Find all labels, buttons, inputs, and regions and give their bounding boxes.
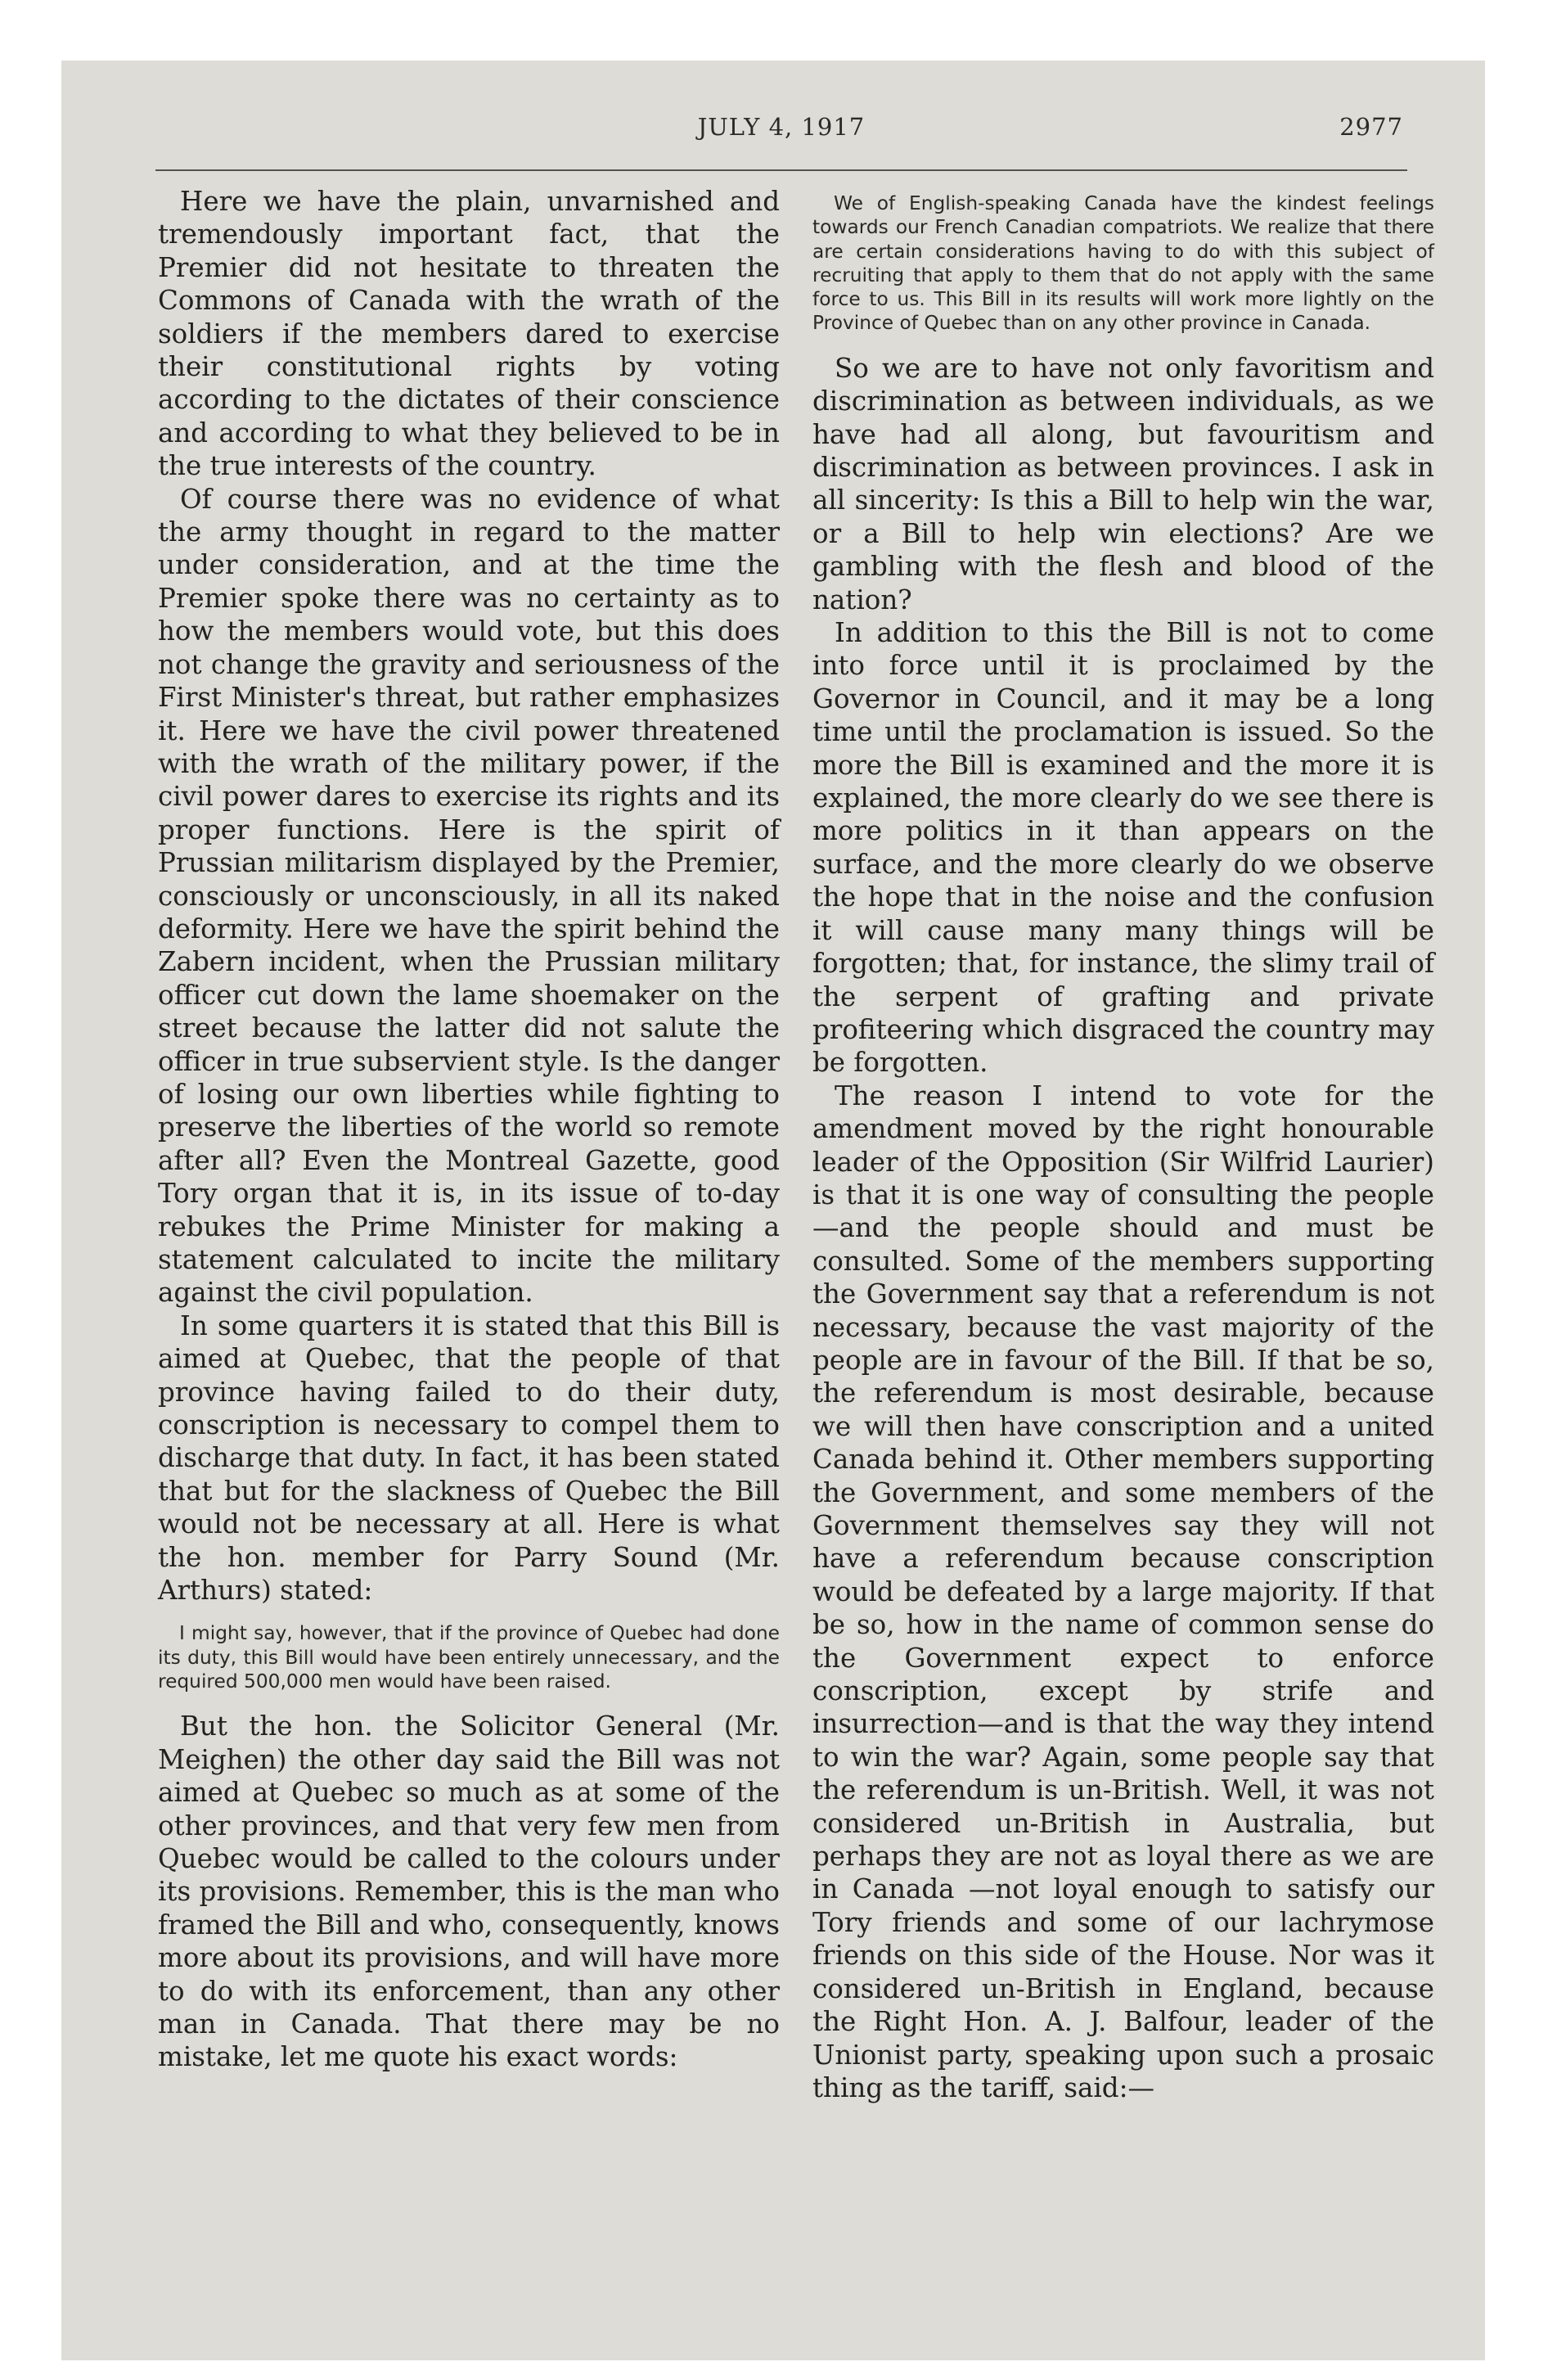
- page-header: [160, 113, 1403, 146]
- header-rule: [155, 169, 1407, 171]
- right-paragraph-1: So we are to have not only favoritism and discrimination as between individuals, as we have had all along, but favouritism and discrimination as between provinces. I ask in all sincerity: Is this a Bill to help win the war, or a Bill to help win elections? Are we gambling with the flesh and blood of the nation?: [812, 352, 1434, 615]
- left-quotation: I might say, however, that if the province of Quebec had done its duty, this Bill would have been entirely unnecessary, and the required 500,000 men would have been raised.: [158, 1622, 780, 1693]
- left-column: [158, 185, 780, 2074]
- header-date: JULY 4, 1917: [697, 113, 866, 141]
- left-paragraph-4: But the hon. the Solicitor General (Mr. Meighen) the other day said the Bill was not aimed at Quebec so much as at some of the other provinces, and that very few men from Quebec would be called to the colours under its provisions. Remember, this is the man who framed the Bill and who, consequently, knows more about its provisions, and will have more to do with its enforcement, than any other man in Canada. That there may be no mistake, let me quote his exact words:: [158, 1711, 780, 2073]
- right-paragraph-3: The reason I intend to vote for the amendment moved by the right honourable leader of the Opposition (Sir Wilfrid Laurier) is that it is one way of consulting the people—and the people should and must be consulted. Some of the members supporting the Government say that a referendum is not necessary, because the vast majority of the people are in favour of the Bill. If that be so, the referendum is most desirable, because we will then have conscription and a united Canada behind it. Other members supporting the Government, and some members of the Government themselves say they will not have a referendum because conscription would be defeated by a large majority. If that be so, how in the name of common sense do the Government expect to enforce conscription, except by strife and insurrection—and is that the way they intend to win the war? Again, some people say that the referendum is un-British. Well, it was not considered un-British in Australia, but perhaps they are not as loyal there as we are in Canada —not loyal enough to satisfy our Tory friends and some of our lachrymose friends on this side of the House. Nor was it considered un-British in England, because the Right Hon. A. J. Balfour, leader of the Unionist party, speaking upon such a prosaic thing as the tariff, said:—: [812, 1080, 1434, 2103]
- right-paragraph-2: In addition to this the Bill is not to come into force until it is proclaimed by the Governor in Council, and it may be a long time until the proclamation is issued. So the more the Bill is examined and the more it is explained, the more clearly do we see there is more politics in it than appears on the surface, and the more clearly do we observe the hope that in the noise and the confusion it will cause many many things will be forgotten; that, for instance, the slimy trail of the serpent of grafting and private profiteering which disgraced the country may be forgotten.: [812, 617, 1434, 1079]
- left-paragraph-2: Of course there was no evidence of what the army thought in regard to the matter under consideration, and at the time the Premier spoke there was no certainty as to how the members would vote, but this does not change the gravity and seriousness of the First Minister's threat, but rather emphasizes it. Here we have the civil power threatened with the wrath of the military power, if the civil power dares to exercise its rights and its proper functions. Here is the spirit of Prussian militarism displayed by the Premier, consciously or unconsciously, in all its naked deformity. Here we have the spirit behind the Zabern incident, when the Prussian military officer cut down the lame shoemaker on the street because the latter did not salute the officer in true subservient style. Is the danger of losing our own liberties while fighting to preserve the liberties of the world so remote after all? Even the Montreal Gazette, good Tory organ that it is, in its issue of to-day rebukes the Prime Minister for making a statement calculated to incite the military against the civil population.: [158, 483, 780, 1309]
- right-quotation: We of English-speaking Canada have the kindest feelings towards our French Canadian compatriots. We realize that there are certain considerations having to do with this subject of recruiting that apply to them that do not apply with the same force to us. This Bill in its results will work more lightly on the Province of Quebec than on any other province in Canada.: [812, 192, 1434, 335]
- page-number: 2977: [1339, 113, 1403, 141]
- left-paragraph-1: Here we have the plain, unvarnished and tremendously important fact, that the Premier did not hesitate to threaten the Commons of Canada with the wrath of the soldiers if the members dared to exercise their constitutional rights by voting according to the dictates of their conscience and according to what they believed to be in the true interests of the country.: [158, 186, 780, 482]
- right-column: [812, 185, 1434, 2104]
- left-paragraph-3: In some quarters it is stated that this Bill is aimed at Quebec, that the people of that province having failed to do their duty, conscription is necessary to compel them to discharge that duty. In fact, it has been stated that but for the slackness of Quebec the Bill would not be necessary at all. Here is what the hon. member for Parry Sound (Mr. Arthurs) stated:: [158, 1309, 780, 1607]
